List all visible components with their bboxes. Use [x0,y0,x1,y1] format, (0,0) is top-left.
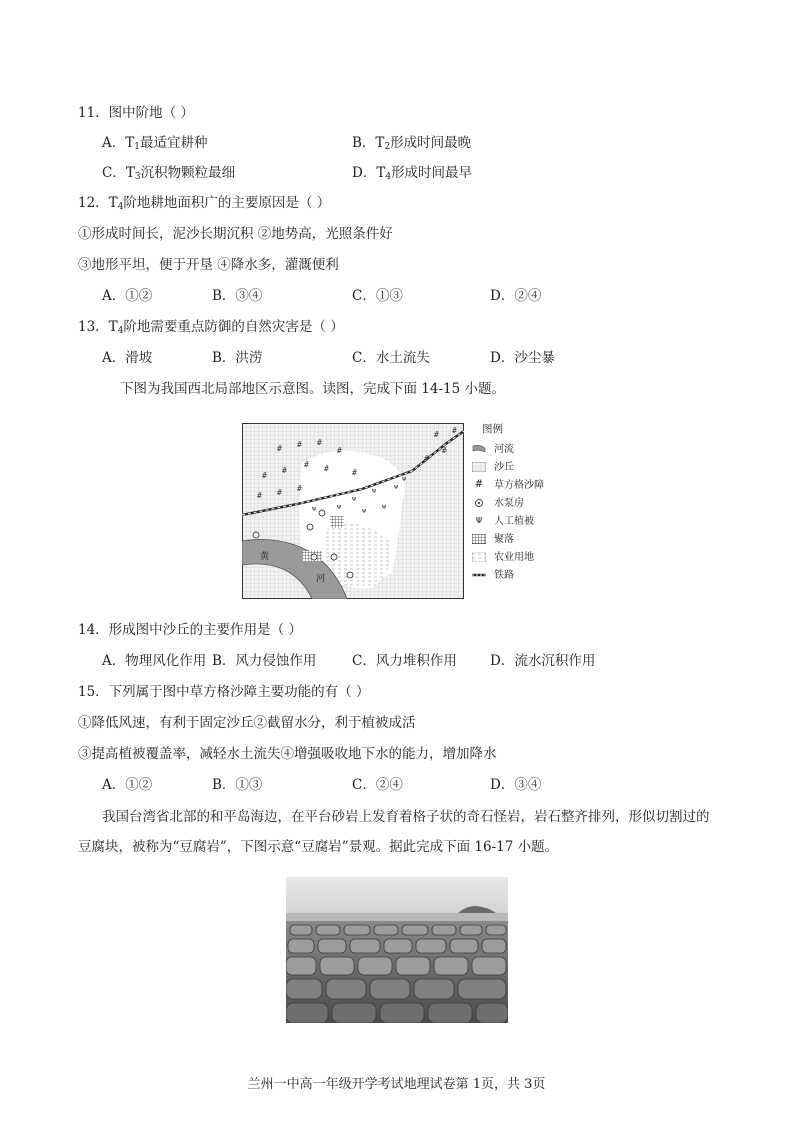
q12-option-b: B．③④ [212,288,263,304]
q12-option-d: D．②④ [490,288,542,304]
svg-text:#: # [434,430,439,439]
q15-option-d: D．③④ [490,777,542,793]
river-label-he: 河 [316,574,326,584]
settlement-icon [472,534,486,544]
railway-icon [472,570,486,580]
q14-stem: 14．形成图中沙丘的主要作用是（ ） [78,622,302,638]
svg-text:#: # [352,468,357,477]
q13-option-d: D．沙尘暴 [490,350,555,366]
northwest-region-map [242,423,464,599]
q12-statements-2: ③地形平坦，便于开垦 ④降水多，灌溉便利 [78,257,339,273]
q12-option-c: C．①③ [352,288,403,304]
legend-label: 农业用地 [494,552,534,563]
q15-statements-2: ③提高植被覆盖率，减轻水土流失④增强吸收地下水的能力，增加降水 [78,746,497,762]
svg-text:ᴪ: ᴪ [372,487,377,495]
svg-text:#: # [277,488,282,497]
legend-label: 水泵房 [494,498,524,509]
legend-item-pump-house [470,496,560,512]
svg-text:#: # [452,426,457,435]
svg-text:#: # [257,491,262,500]
q15-option-c: C．②④ [352,777,403,793]
svg-text:#: # [424,454,429,463]
legend-item-grass-barrier [470,478,560,494]
dune-icon [472,462,486,472]
q13-option-c: C．水土流失 [352,350,430,366]
q11-stem: 11．图中阶地（ ） [78,105,194,121]
q14-option-c: C．风力堆积作用 [352,653,457,669]
intro-14-15: 下图为我国西北局部地区示意图。读图，完成下面 14-15 小题。 [120,381,505,397]
legend-label: 草方格沙障 [494,480,544,491]
svg-text:ᴪ: ᴪ [382,503,387,511]
intro-16-17: 我国台湾省北部的和平岛海边，在平台砂岩上发育着格子状的奇石怪岩，岩石整齐排列，形似切割过的豆腐块，被称为“豆腐岩”，下图示意“豆腐岩”景观。据此完成下面 16-17 小题。 [78,809,710,855]
legend-item-settlement [470,532,560,548]
svg-text:#: # [282,466,287,475]
legend-item-dune [470,460,560,476]
q15-stem: 15．下列属于图中草方格沙障主要功能的有（ ） [78,684,370,700]
legend-label: 沙丘 [494,462,514,473]
svg-text:#: # [317,438,322,447]
q11-option-d: D．$T_4$形成时间最早 [352,165,473,182]
tofu-rock-photo [286,877,508,1023]
q12-option-a: A．①② [102,288,153,304]
hash-icon: # [474,479,484,490]
legend-label: 河流 [494,444,514,455]
settlement-north [330,516,344,528]
q12-statements-1: ①形成时间长，泥沙长期沉积 ②地势高，光照条件好 [78,226,393,242]
svg-text:#: # [337,446,342,455]
pump-house-icon [472,498,486,508]
q14-option-d: D．流水沉积作用 [490,653,596,669]
legend-item-vegetation [470,514,560,530]
svg-text:#: # [442,446,447,455]
legend-title: 图例 [482,423,503,435]
river-icon [472,444,486,454]
legend-item-farmland [470,550,560,566]
legend-label: 聚落 [494,534,514,545]
legend-item-railway [470,568,560,584]
svg-text:#: # [262,471,267,480]
legend-item-river [470,442,560,458]
q14-option-a: A．物理风化作用 [102,653,207,669]
svg-text:#: # [304,460,309,469]
svg-text:ᴪ: ᴪ [312,505,317,513]
svg-text:#: # [297,440,302,449]
svg-text:ᴪ: ᴪ [394,483,399,491]
svg-text:#: # [324,464,329,473]
q14-option-b: B．风力侵蚀作用 [212,653,317,669]
svg-text:#: # [297,484,302,493]
q12-stem: 12．$T_4$阶地耕地面积广的主要原因是（ ） [78,195,331,212]
svg-text:ᴪ: ᴪ [402,475,407,483]
q13-option-a: A．滑坡 [102,350,153,366]
river-label-huang: 黄 [260,552,270,562]
q11-option-c: C．$T_3$沉积物颗粒最细 [102,165,236,182]
svg-text:ᴪ: ᴪ [337,503,342,511]
q11-option-b: B．$T_2$形成时间最晚 [352,135,472,152]
q15-statements-1: ①降低风速，有利于固定沙丘②截留水分，利于植被成活 [78,715,416,731]
svg-text:ᴪ: ᴪ [362,507,367,515]
q11-option-a: A．$T_1$最适宜耕种 [102,135,208,152]
q15-option-a: A．①② [102,777,153,793]
q15-option-b: B．①③ [212,777,263,793]
legend-label: 人工植被 [494,516,534,527]
vegetation-icon: ᴪ [475,515,483,526]
q13-stem: 13．$T_4$阶地需要重点防御的自然灾害是（ ） [78,319,344,336]
q13-option-b: B．洪涝 [212,350,263,366]
legend-label: 铁路 [494,570,514,581]
farmland-icon [472,552,486,562]
page-footer: 兰州一中高一年级开学考试地理试卷第 1页，共 3页 [247,1077,546,1092]
svg-text:ᴪ: ᴪ [352,495,357,503]
svg-text:#: # [277,444,282,453]
